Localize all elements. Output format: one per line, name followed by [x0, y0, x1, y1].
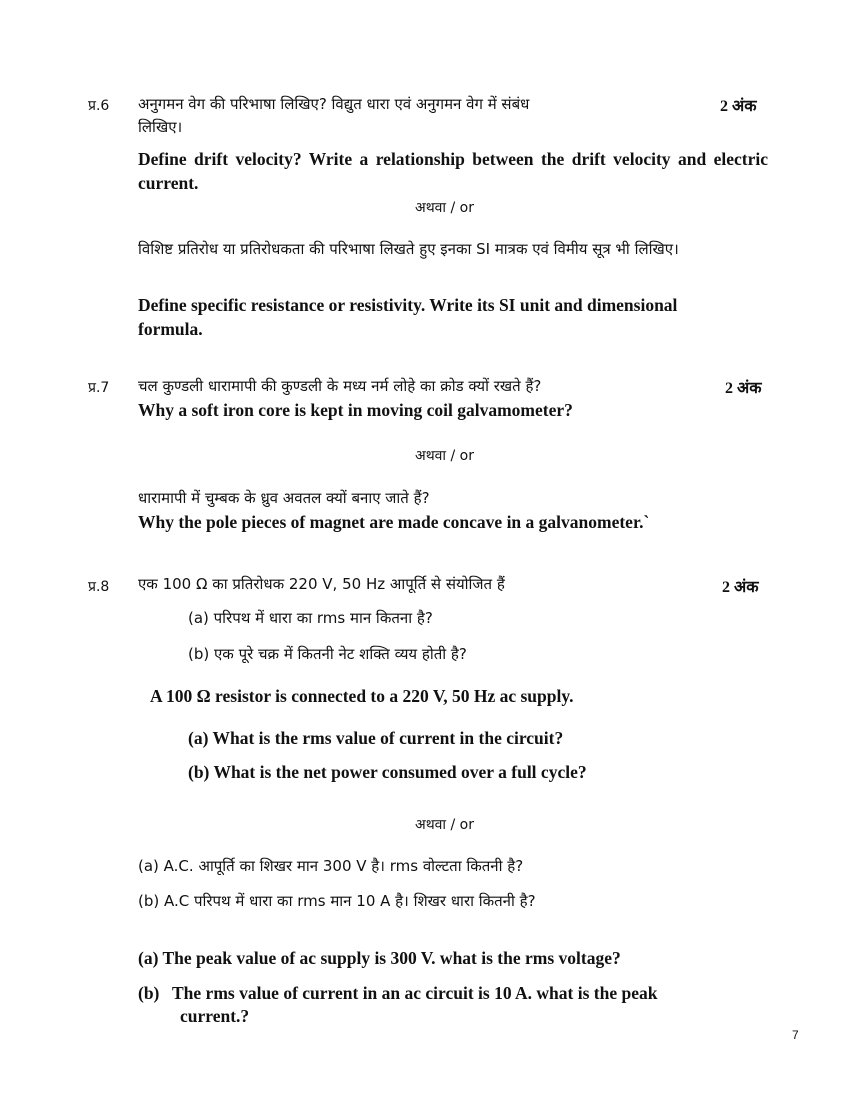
question-number-8: प्र.8: [88, 579, 110, 595]
question-number-7: प्र.7: [88, 380, 110, 396]
q6-or-divider: अथवा / or: [415, 200, 474, 216]
q8-hindi-part-b: (b) एक पूरे चक्र में कितनी नेट शक्ति व्यय होती है?: [188, 645, 467, 663]
q6-english: Define drift velocity? Write a relationship between the drift velocity and electric current.: [138, 149, 768, 193]
page-number: 7: [792, 1028, 799, 1042]
q8-hindi-part-a: (a) परिपथ में धारा का rms मान कितना है?: [188, 609, 433, 627]
q8-english-part-b: (b) What is the net power consumed over a full cycle?: [188, 762, 587, 782]
q8-english-part-a: (a) What is the rms value of current in the circuit?: [188, 728, 564, 748]
q6-alt-english: Define specific resistance or resistivity. Write its SI unit and dimensional formula.: [138, 295, 678, 339]
q6-hindi-line1: अनुगमन वेग की परिभाषा लिखिए? विद्युत धारा एवं अनुगमन वेग में संबंध: [138, 95, 530, 113]
q8-alt-hindi-b: (b) A.C परिपथ में धारा का rms मान 10 A है। शिखर धारा कितनी है?: [138, 892, 536, 910]
question-number-6: प्र.6: [88, 98, 110, 114]
q8-alt-english-b-line1: The rms value of current in an ac circuit is 10 A. what is the peak: [172, 983, 658, 1003]
q8-alt-english-a: (a) The peak value of ac supply is 300 V. what is the rms voltage?: [138, 948, 621, 968]
q8-alt-english-b-label: (b): [138, 983, 160, 1003]
q8-alt-english-b-line2: current.?: [180, 1006, 250, 1026]
q7-alt-hindi: धारामापी में चुम्बक के ध्रुव अवतल क्यों बनाए जाते हैं?: [138, 489, 430, 507]
q7-marks: 2 अंक: [725, 380, 762, 397]
q7-english: Why a soft iron core is kept in moving coil galvamometer?: [138, 400, 573, 420]
q6-alt-hindi: विशिष्ट प्रतिरोध या प्रतिरोधकता की परिभाषा लिखते हुए इनका SI मात्रक एवं विमीय सूत्र भी लिखिए।: [138, 240, 679, 258]
q6-marks: 2 अंक: [720, 98, 757, 115]
q8-marks: 2 अंक: [722, 579, 759, 596]
q8-english-stem: A 100 Ω resistor is connected to a 220 V, 50 Hz ac supply.: [150, 686, 574, 706]
q8-or-divider: अथवा / or: [415, 817, 474, 833]
q7-hindi: चल कुण्डली धारामापी की कुण्डली के मध्य नर्म लोहे का क्रोड क्यों रखते हैं?: [138, 377, 542, 395]
q7-alt-english: Why the pole pieces of magnet are made concave in a galvanometer.`: [138, 512, 650, 532]
q8-hindi-stem: एक 100 Ω का प्रतिरोधक 220 V, 50 Hz आपूर्ति से संयोजित हैं: [138, 575, 505, 593]
q8-alt-hindi-a: (a) A.C. आपूर्ति का शिखर मान 300 V है। rms वोल्टता कितनी है?: [138, 857, 524, 875]
q7-or-divider: अथवा / or: [415, 448, 474, 464]
q6-hindi-line2: लिखिए।: [138, 118, 183, 136]
